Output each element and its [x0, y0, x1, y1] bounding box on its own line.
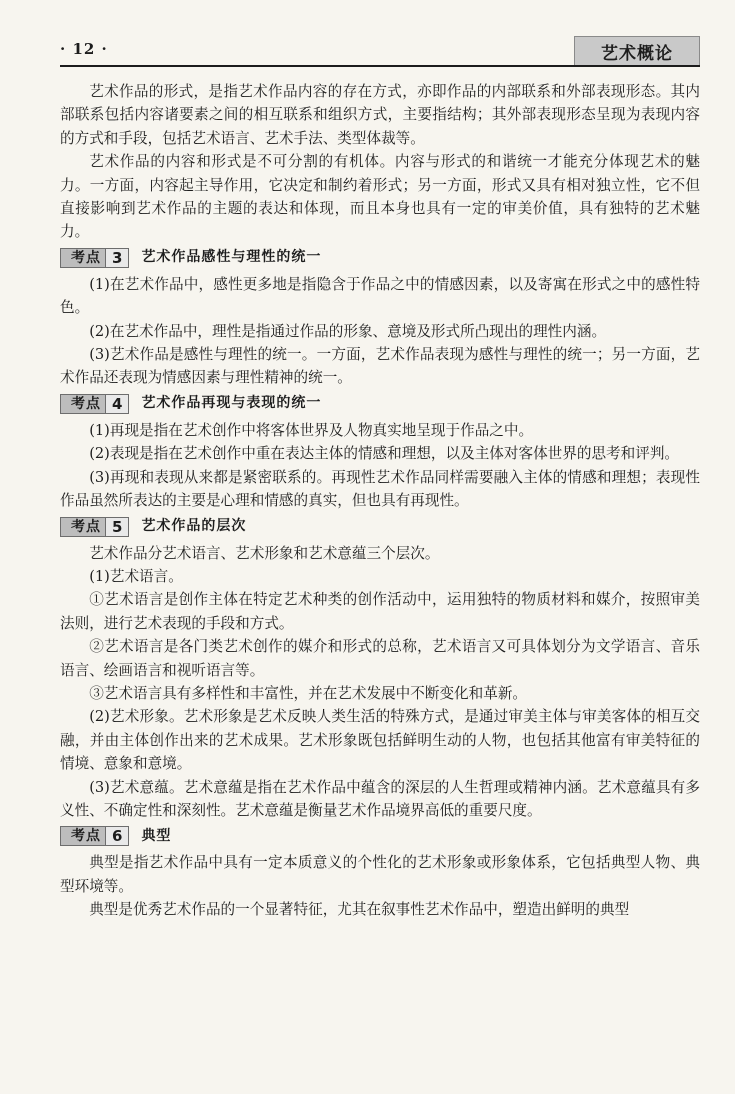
section-title: 艺术作品再现与表现的统一	[141, 395, 322, 412]
exam-point-label: 考点	[61, 249, 105, 267]
paragraph: (1)再现是指在艺术创作中将客体世界及人物真实地呈现于作品之中。	[89, 421, 534, 439]
paragraph: (3)再现和表现从来都是紧密联系的。再现性艺术作品同样需要融入主体的情感和理想；表现性作品虽然所表达的主要是心理和情感的真实，但也具有再现性。	[60, 468, 700, 510]
exam-point-tag	[60, 826, 129, 846]
book-title-tab	[574, 36, 700, 65]
exam-point-label: 考点	[61, 827, 105, 845]
exam-point-number: 6	[105, 827, 128, 845]
paragraph: 典型是优秀艺术作品的一个显著特征，尤其在叙事性艺术作品中，塑造出鲜明的典型	[89, 901, 630, 919]
section-heading-6	[60, 825, 700, 847]
paragraph: 典型是指艺术作品中具有一定本质意义的个性化的艺术形象或形象体系，它包括典型人物、典型环境等。	[60, 854, 700, 895]
exam-point-number: 4	[105, 395, 128, 413]
paragraph: (2)在艺术作品中，理性是指通过作品的形象、意境及形式所凸现出的理性内涵。	[89, 322, 607, 340]
paragraph: (2)艺术形象。艺术形象是艺术反映人类生活的特殊方式，是通过审美主体与审美客体的相互交融，并由主体创作出来的艺术成果。艺术形象既包括鲜明生动的人物，也包括其他富有审美特征的情境、意象和意境。	[60, 708, 700, 773]
section-heading-3	[60, 247, 700, 269]
paragraph: 艺术作品的形式，是指艺术作品内容的存在方式，亦即作品的内部联系和外部表现形态。其内部联系包括内容诸要素之间的相互联系和组织方式，主要指结构；其外部表现形态呈现为表现内容的方式和手段，包括艺术语言、艺术手法、类型体裁等。	[60, 83, 700, 147]
exam-point-tag	[60, 517, 129, 537]
section-title: 艺术作品的层次	[141, 517, 247, 534]
exam-point-label: 考点	[61, 395, 105, 413]
paragraph: (3)艺术作品是感性与理性的统一。一方面，艺术作品表现为感性与理性的统一；另一方面，艺术作品还表现为情感因素与理性精神的统一。	[60, 346, 700, 387]
paragraph: ②艺术语言是各门类艺术创作的媒介和形式的总称，艺术语言又可具体划分为文学语言、音乐语言、绘画语言和视听语言等。	[60, 638, 700, 679]
paragraph: 艺术作品的内容和形式是不可分割的有机体。内容与形式的和谐统一才能充分体现艺术的魅力。一方面，内容起主导作用，它决定和制约着形式；另一方面，形式又具有相对独立性，它不但直接影响到艺术作品的主题的表达和体现，而且本身也具有一定的审美价值，具有独特的艺术魅力。	[60, 153, 700, 241]
paragraph: (1)在艺术作品中，感性更多地是指隐含于作品之中的情感因素，以及寄寓在形式之中的感性特色。	[60, 275, 700, 317]
paragraph: (1)艺术语言。	[89, 567, 183, 585]
header-rule	[60, 65, 700, 67]
page-number: · 12 ·	[60, 40, 108, 58]
exam-point-tag	[60, 394, 129, 414]
paragraph: (3)艺术意蕴。艺术意蕴是指在艺术作品中蕴含的深层的人生哲理或精神内涵。艺术意蕴具有多义性、不确定性和深刻性。艺术意蕴是衡量艺术作品境界高低的重要尺度。	[60, 778, 700, 819]
book-title: 艺术概论	[601, 43, 673, 64]
section-title: 艺术作品感性与理性的统一	[141, 249, 322, 266]
section-title: 典型	[141, 827, 172, 844]
paragraph: ③艺术语言具有多样性和丰富性，并在艺术发展中不断变化和革新。	[89, 684, 528, 702]
exam-point-number: 5	[105, 518, 128, 536]
exam-point-label: 考点	[61, 518, 105, 536]
exam-point-number: 3	[105, 249, 128, 267]
paragraph: (2)表现是指在艺术创作中重在表达主体的情感和理想，以及主体对客体世界的思考和评判。	[89, 445, 680, 463]
paragraph: 艺术作品分艺术语言、艺术形象和艺术意蕴三个层次。	[89, 544, 440, 562]
page-header	[60, 36, 700, 66]
section-heading-5	[60, 516, 700, 538]
paragraph: ①艺术语言是创作主体在特定艺术种类的创作活动中，运用独特的物质材料和媒介，按照审美法则，进行艺术表现的手段和方式。	[60, 591, 700, 632]
page-content	[60, 80, 700, 922]
exam-point-tag	[60, 248, 129, 268]
section-heading-4	[60, 393, 700, 415]
